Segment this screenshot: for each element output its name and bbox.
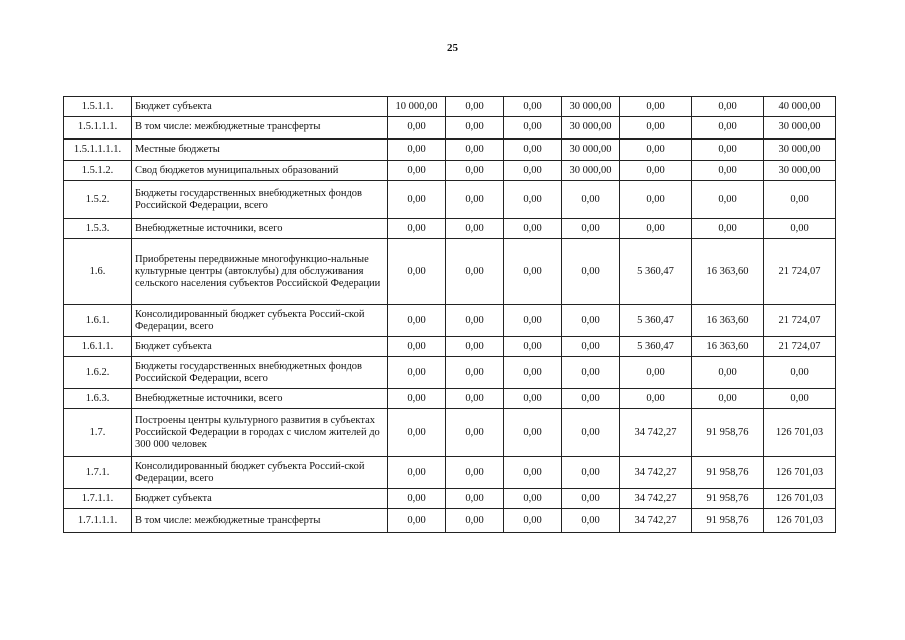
value-cell: 0,00 xyxy=(620,139,692,161)
value-cell: 0,00 xyxy=(388,219,446,239)
row-name: Бюджет субъекта xyxy=(132,489,388,509)
value-cell: 0,00 xyxy=(692,97,764,117)
table-row xyxy=(64,161,836,181)
value-cell: 34 742,27 xyxy=(620,409,692,457)
row-code: 1.7.1. xyxy=(64,457,132,489)
value-cell: 30 000,00 xyxy=(764,117,836,139)
table-row xyxy=(64,389,836,409)
value-cell: 0,00 xyxy=(562,509,620,533)
row-code: 1.5.2. xyxy=(64,181,132,219)
value-cell: 0,00 xyxy=(504,139,562,161)
value-cell: 5 360,47 xyxy=(620,337,692,357)
value-cell: 0,00 xyxy=(388,239,446,305)
row-code: 1.5.1.1.1. xyxy=(64,117,132,139)
value-cell: 0,00 xyxy=(562,489,620,509)
value-cell: 0,00 xyxy=(388,457,446,489)
value-cell: 0,00 xyxy=(562,181,620,219)
value-cell: 30 000,00 xyxy=(562,139,620,161)
row-code: 1.6.1.1. xyxy=(64,337,132,357)
value-cell: 0,00 xyxy=(562,409,620,457)
value-cell: 0,00 xyxy=(692,117,764,139)
value-cell: 34 742,27 xyxy=(620,509,692,533)
value-cell: 0,00 xyxy=(504,219,562,239)
value-cell: 0,00 xyxy=(764,219,836,239)
value-cell: 0,00 xyxy=(562,337,620,357)
value-cell: 21 724,07 xyxy=(764,305,836,337)
row-code: 1.5.1.2. xyxy=(64,161,132,181)
value-cell: 16 363,60 xyxy=(692,305,764,337)
row-code: 1.7.1.1.1. xyxy=(64,509,132,533)
table-row xyxy=(64,305,836,337)
value-cell: 0,00 xyxy=(504,389,562,409)
row-name: Внебюджетные источники, всего xyxy=(132,219,388,239)
value-cell: 0,00 xyxy=(692,389,764,409)
value-cell: 0,00 xyxy=(692,139,764,161)
value-cell: 30 000,00 xyxy=(562,117,620,139)
row-code: 1.7.1.1. xyxy=(64,489,132,509)
value-cell: 0,00 xyxy=(446,489,504,509)
row-code: 1.6.1. xyxy=(64,305,132,337)
value-cell: 0,00 xyxy=(388,161,446,181)
value-cell: 0,00 xyxy=(388,337,446,357)
value-cell: 0,00 xyxy=(504,117,562,139)
value-cell: 0,00 xyxy=(504,489,562,509)
row-name: Бюджеты государственных внебюджетных фондов Российской Федерации, всего xyxy=(132,181,388,219)
budget-table xyxy=(63,96,836,533)
value-cell: 126 701,03 xyxy=(764,509,836,533)
row-code: 1.6. xyxy=(64,239,132,305)
value-cell: 0,00 xyxy=(764,389,836,409)
value-cell: 0,00 xyxy=(446,139,504,161)
value-cell: 0,00 xyxy=(764,181,836,219)
value-cell: 0,00 xyxy=(504,181,562,219)
value-cell: 21 724,07 xyxy=(764,337,836,357)
value-cell: 10 000,00 xyxy=(388,97,446,117)
value-cell: 0,00 xyxy=(504,97,562,117)
value-cell: 0,00 xyxy=(388,389,446,409)
value-cell: 40 000,00 xyxy=(764,97,836,117)
row-name: Местные бюджеты xyxy=(132,139,388,161)
row-code: 1.6.3. xyxy=(64,389,132,409)
value-cell: 0,00 xyxy=(388,357,446,389)
value-cell: 91 958,76 xyxy=(692,457,764,489)
table-row xyxy=(64,457,836,489)
value-cell: 30 000,00 xyxy=(562,97,620,117)
value-cell: 0,00 xyxy=(388,509,446,533)
value-cell: 16 363,60 xyxy=(692,337,764,357)
value-cell: 0,00 xyxy=(446,97,504,117)
value-cell: 34 742,27 xyxy=(620,457,692,489)
value-cell: 0,00 xyxy=(504,305,562,337)
value-cell: 0,00 xyxy=(504,457,562,489)
row-code: 1.7. xyxy=(64,409,132,457)
value-cell: 30 000,00 xyxy=(764,161,836,181)
row-name: В том числе: межбюджетные трансферты xyxy=(132,509,388,533)
row-name: Свод бюджетов муниципальных образований xyxy=(132,161,388,181)
value-cell: 0,00 xyxy=(504,357,562,389)
value-cell: 0,00 xyxy=(388,409,446,457)
value-cell: 0,00 xyxy=(692,219,764,239)
value-cell: 0,00 xyxy=(504,509,562,533)
value-cell: 126 701,03 xyxy=(764,457,836,489)
value-cell: 0,00 xyxy=(388,117,446,139)
value-cell: 34 742,27 xyxy=(620,489,692,509)
value-cell: 0,00 xyxy=(692,181,764,219)
value-cell: 0,00 xyxy=(562,219,620,239)
table-row xyxy=(64,509,836,533)
value-cell: 0,00 xyxy=(388,181,446,219)
value-cell: 0,00 xyxy=(446,117,504,139)
value-cell: 0,00 xyxy=(620,389,692,409)
value-cell: 0,00 xyxy=(446,409,504,457)
value-cell: 0,00 xyxy=(562,389,620,409)
value-cell: 91 958,76 xyxy=(692,409,764,457)
value-cell: 0,00 xyxy=(446,239,504,305)
value-cell: 0,00 xyxy=(504,409,562,457)
value-cell: 0,00 xyxy=(562,239,620,305)
value-cell: 0,00 xyxy=(692,161,764,181)
value-cell: 21 724,07 xyxy=(764,239,836,305)
row-code: 1.5.1.1.1.1. xyxy=(64,139,132,161)
table-row xyxy=(64,181,836,219)
table-row xyxy=(64,139,836,161)
value-cell: 0,00 xyxy=(446,357,504,389)
row-name: В том числе: межбюджетные трансферты xyxy=(132,117,388,139)
table-row xyxy=(64,97,836,117)
value-cell: 0,00 xyxy=(446,219,504,239)
table-row xyxy=(64,357,836,389)
row-code: 1.5.1.1. xyxy=(64,97,132,117)
value-cell: 91 958,76 xyxy=(692,509,764,533)
row-name: Построены центры культурного развития в субъектах Российской Федерации в городах с числом жителей до 300 000 человек xyxy=(132,409,388,457)
row-name: Консолидированный бюджет субъекта Россий-ской Федерации, всего xyxy=(132,305,388,337)
value-cell: 30 000,00 xyxy=(764,139,836,161)
value-cell: 0,00 xyxy=(562,357,620,389)
table-row xyxy=(64,239,836,305)
table-row xyxy=(64,117,836,139)
value-cell: 0,00 xyxy=(388,139,446,161)
value-cell: 126 701,03 xyxy=(764,409,836,457)
value-cell: 0,00 xyxy=(692,357,764,389)
row-code: 1.5.3. xyxy=(64,219,132,239)
value-cell: 0,00 xyxy=(446,337,504,357)
table-row xyxy=(64,489,836,509)
page-number: 25 xyxy=(447,42,458,54)
value-cell: 0,00 xyxy=(446,457,504,489)
value-cell: 5 360,47 xyxy=(620,305,692,337)
value-cell: 91 958,76 xyxy=(692,489,764,509)
value-cell: 30 000,00 xyxy=(562,161,620,181)
row-name: Приобретены передвижные многофункцио-нальные культурные центры (автоклубы) для обслуживания сельского населения субъектов Российской Федерации xyxy=(132,239,388,305)
table-row xyxy=(64,219,836,239)
row-code: 1.6.2. xyxy=(64,357,132,389)
table-row xyxy=(64,337,836,357)
value-cell: 5 360,47 xyxy=(620,239,692,305)
value-cell: 0,00 xyxy=(446,181,504,219)
row-name: Внебюджетные источники, всего xyxy=(132,389,388,409)
value-cell: 0,00 xyxy=(504,161,562,181)
value-cell: 0,00 xyxy=(562,305,620,337)
value-cell: 0,00 xyxy=(764,357,836,389)
value-cell: 0,00 xyxy=(620,161,692,181)
value-cell: 0,00 xyxy=(446,509,504,533)
row-name: Консолидированный бюджет субъекта Россий-ской Федерации, всего xyxy=(132,457,388,489)
value-cell: 0,00 xyxy=(562,457,620,489)
value-cell: 0,00 xyxy=(620,357,692,389)
value-cell: 0,00 xyxy=(504,239,562,305)
value-cell: 0,00 xyxy=(504,337,562,357)
value-cell: 0,00 xyxy=(620,117,692,139)
row-name: Бюджет субъекта xyxy=(132,337,388,357)
value-cell: 0,00 xyxy=(620,219,692,239)
value-cell: 0,00 xyxy=(446,305,504,337)
value-cell: 0,00 xyxy=(446,161,504,181)
value-cell: 0,00 xyxy=(446,389,504,409)
value-cell: 0,00 xyxy=(388,489,446,509)
value-cell: 16 363,60 xyxy=(692,239,764,305)
value-cell: 0,00 xyxy=(620,97,692,117)
value-cell: 0,00 xyxy=(620,181,692,219)
value-cell: 126 701,03 xyxy=(764,489,836,509)
table-row xyxy=(64,409,836,457)
row-name: Бюджеты государственных внебюджетных фондов Российской Федерации, всего xyxy=(132,357,388,389)
value-cell: 0,00 xyxy=(388,305,446,337)
row-name: Бюджет субъекта xyxy=(132,97,388,117)
